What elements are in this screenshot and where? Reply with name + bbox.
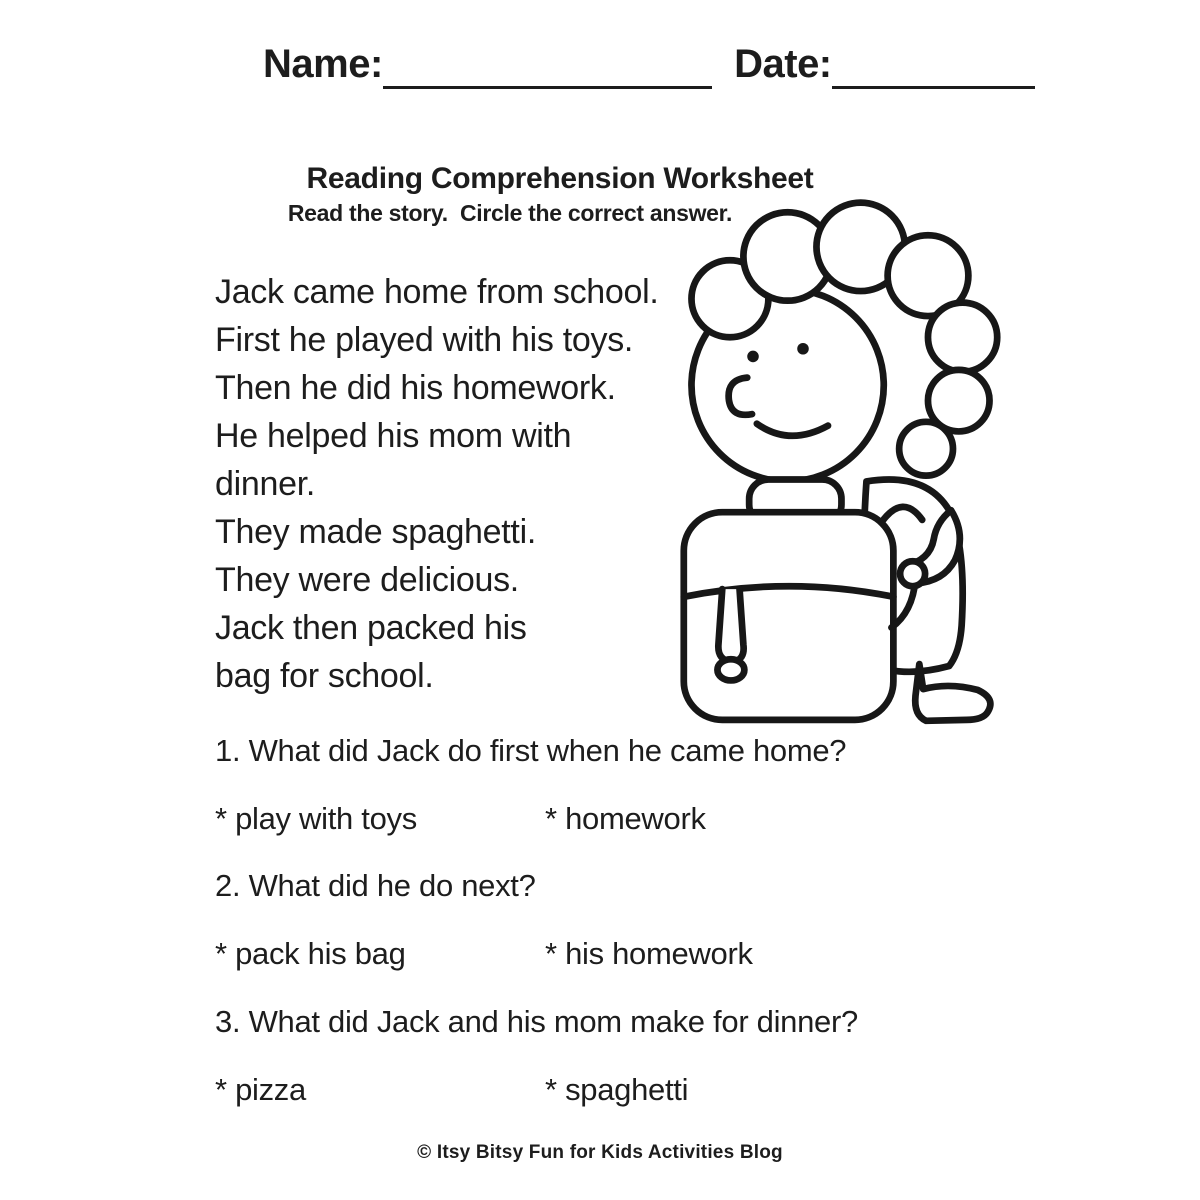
name-blank[interactable] (383, 43, 712, 89)
question-1: 1. What did Jack do first when he came home? (215, 733, 847, 768)
question-2-option-a[interactable]: * pack his bag (215, 936, 406, 971)
question-3-option-b[interactable]: * spaghetti (545, 1072, 689, 1107)
story-line: Jack then packed his (215, 609, 527, 647)
name-label: Name: (263, 42, 383, 86)
date-blank[interactable] (832, 43, 1035, 89)
footer-credit: © Itsy Bitsy Fun for Kids Activities Blog (417, 1142, 783, 1163)
instructions: Read the story. Circle the correct answer. (287, 200, 733, 226)
question-3: 3. What did Jack and his mom make for dinner? (215, 1004, 858, 1039)
question-1-options (215, 801, 1015, 837)
story-line: dinner. (215, 465, 315, 503)
question-1-option-b[interactable]: * homework (545, 801, 706, 836)
story-line: First he played with his toys. (215, 321, 634, 359)
question-1-option-a[interactable]: * play with toys (215, 801, 417, 836)
question-2-options (215, 936, 1015, 972)
question-2-option-b[interactable]: * his homework (545, 936, 753, 971)
story-line: He helped his mom with (215, 417, 572, 455)
question-2: 2. What did he do next? (215, 868, 536, 903)
story-line: bag for school. (215, 657, 434, 695)
page-title: Reading Comprehension Worksheet (306, 162, 814, 195)
story-line: Jack came home from school. (215, 273, 659, 311)
date-label: Date: (734, 42, 832, 86)
boy-with-backpack-icon (642, 193, 1014, 741)
name-date-row (263, 40, 1035, 86)
boy-with-backpack-illustration (642, 193, 1014, 741)
story-line: They were delicious. (215, 561, 519, 599)
story-line: They made spaghetti. (215, 513, 536, 551)
story-line: Then he did his homework. (215, 369, 616, 407)
question-3-option-a[interactable]: * pizza (215, 1072, 306, 1107)
question-3-options (215, 1072, 1015, 1108)
